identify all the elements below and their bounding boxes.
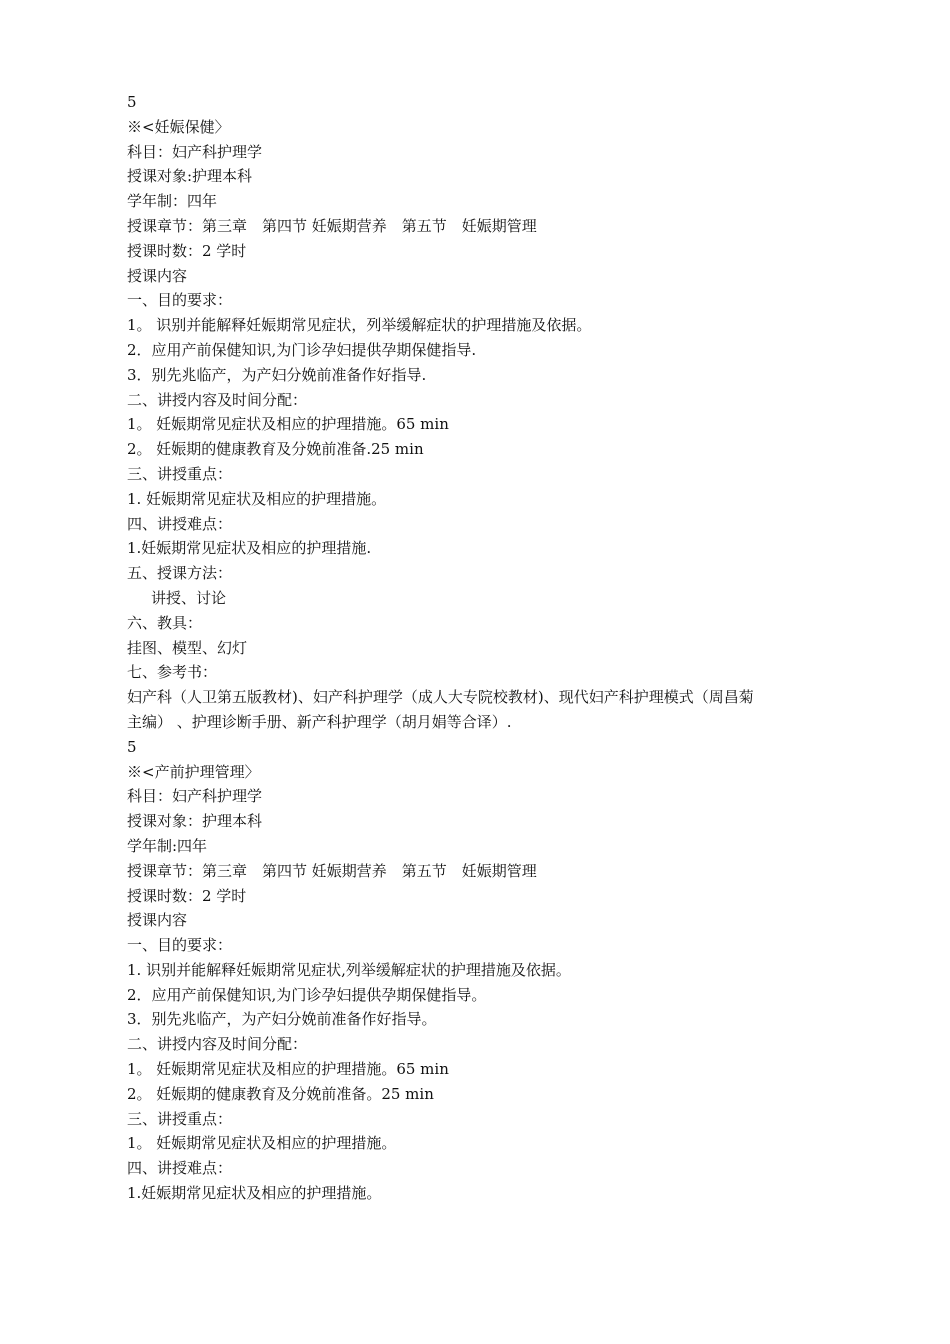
section-title-1: ※<妊娠保健〉 [127, 117, 230, 136]
page-number-2: 5 [127, 737, 137, 756]
key-point-item-2: 1。 妊娠期常见症状及相应的护理措施。 [127, 1134, 397, 1153]
objectives-heading-1: 一、目的要求： [127, 291, 233, 310]
difficulty-item-2: 1.妊娠期常见症状及相应的护理措施。 [127, 1184, 382, 1203]
subject-line-1: 科目：妇产科护理学 [127, 142, 263, 161]
difficulty-item-1: 1.妊娠期常见症状及相应的护理措施. [127, 539, 372, 558]
key-points-heading-2: 三、讲授重点： [127, 1109, 233, 1128]
audience-line-1: 授课对象:护理本科 [127, 167, 253, 186]
document-body [127, 90, 837, 1206]
time-item-2-1: 1。 妊娠期常见症状及相应的护理措施。65 min [127, 1060, 449, 1079]
content-heading-1: 授课内容 [127, 266, 188, 285]
chapter-line-2: 授课章节：第三章 第四节 妊娠期营养 第五节 妊娠期管理 [127, 861, 537, 880]
time-allocation-heading-1: 二、讲授内容及时间分配： [127, 390, 308, 409]
key-points-heading-1: 三、讲授重点： [127, 464, 233, 483]
school-years-line-1: 学年制：四年 [127, 192, 218, 211]
methods-item-1: 讲授、讨论 [151, 588, 227, 607]
school-years-line-2: 学年制:四年 [127, 836, 208, 855]
time-item-1-1: 1。 妊娠期常见症状及相应的护理措施。65 min [127, 415, 449, 434]
time-allocation-heading-2: 二、讲授内容及时间分配： [127, 1035, 308, 1054]
objective-item-1-1: 1。 识别并能解释妊娠期常见症状，列举缓解症状的护理措施及依据。 [127, 316, 592, 335]
objective-item-2-2: 2．应用产前保健知识,为门诊孕妇提供孕期保健指导。 [127, 985, 487, 1004]
chapter-line-1: 授课章节：第三章 第四节 妊娠期营养 第五节 妊娠期管理 [127, 216, 537, 235]
objective-item-2-1: 1. 识别并能解释妊娠期常见症状,列举缓解症状的护理措施及依据。 [127, 960, 571, 979]
time-item-1-2: 2。 妊娠期的健康教育及分娩前准备.25 min [127, 440, 424, 459]
difficulties-heading-1: 四、讲授难点： [127, 514, 233, 533]
difficulties-heading-2: 四、讲授难点： [127, 1159, 233, 1178]
objective-item-2-3: 3．别先兆临产，为产妇分娩前准备作好指导。 [127, 1010, 437, 1029]
references-heading-1: 七、参考书： [127, 663, 218, 682]
references-text-1b: 主编） 、护理诊断手册、新产科护理学（胡月娟等合译）. [127, 712, 512, 731]
objectives-heading-2: 一、目的要求： [127, 936, 233, 955]
hours-line-1: 授课时数：2 学时 [127, 241, 247, 260]
time-item-2-2: 2。 妊娠期的健康教育及分娩前准备。25 min [127, 1084, 434, 1103]
objective-item-1-2: 2．应用产前保健知识,为门诊孕妇提供孕期保健指导. [127, 340, 477, 359]
aids-item-1: 挂图、模型、幻灯 [127, 638, 248, 657]
aids-heading-1: 六、教具： [127, 613, 203, 632]
objective-item-1-3: 3．别先兆临产，为产妇分娩前准备作好指导. [127, 365, 427, 384]
references-text-1a: 妇产科（人卫第五版教材)、妇产科护理学（成人大专院校教材)、现代妇产科护理模式（周昌菊 [127, 688, 754, 707]
hours-line-2: 授课时数：2 学时 [127, 886, 247, 905]
page-number-1: 5 [127, 93, 137, 111]
section-title-2: ※<产前护理管理〉 [127, 762, 260, 781]
key-point-item-1: 1. 妊娠期常见症状及相应的护理措施。 [127, 489, 387, 508]
audience-line-2: 授课对象：护理本科 [127, 812, 263, 831]
content-heading-2: 授课内容 [127, 911, 188, 930]
methods-heading-1: 五、授课方法： [127, 564, 233, 583]
subject-line-2: 科目：妇产科护理学 [127, 787, 263, 806]
